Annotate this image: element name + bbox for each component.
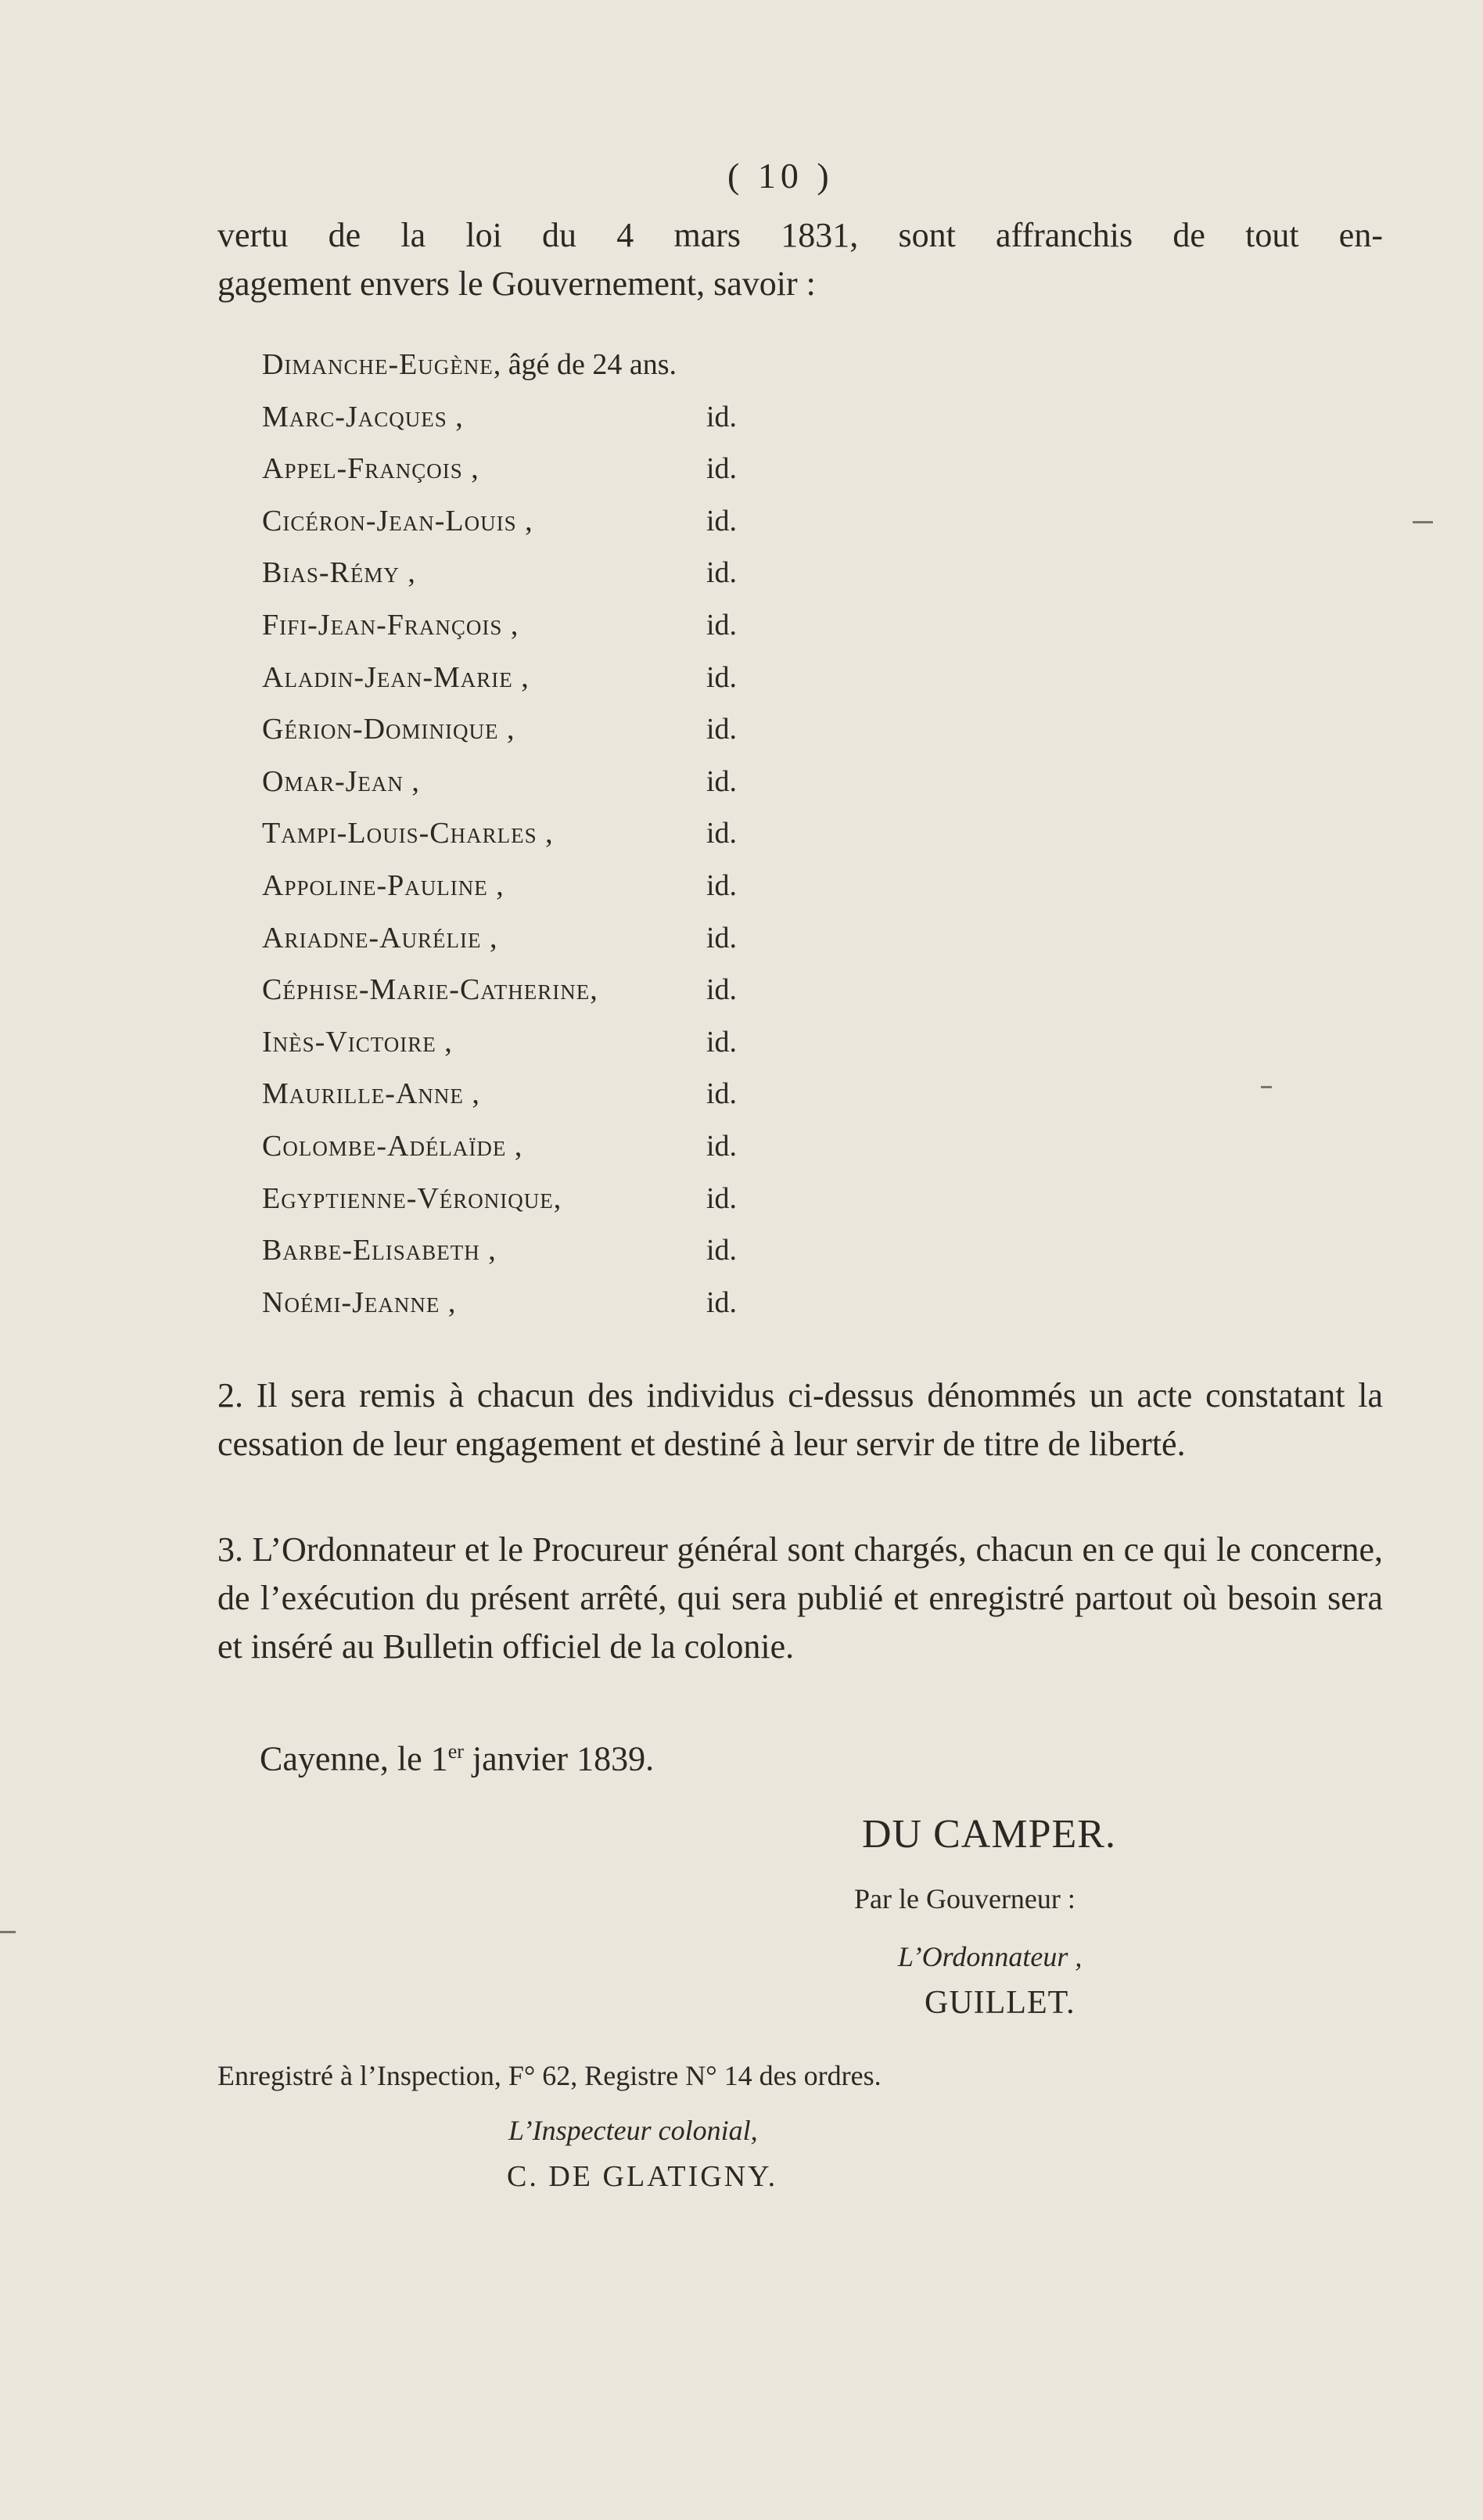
person-name: Maurille-Anne , — [262, 1077, 480, 1111]
person-status: id. — [706, 556, 738, 590]
person-status: id. — [706, 1129, 738, 1163]
date-line — [260, 1727, 964, 1784]
date-superscript: er — [447, 1740, 464, 1763]
person-status: id. — [706, 868, 738, 902]
person-status: id. — [706, 452, 738, 486]
person-status: id. — [706, 973, 738, 1007]
person-name: Omar-Jean , — [262, 764, 420, 798]
person-status: id. — [706, 1077, 738, 1111]
list-item — [262, 1178, 966, 1231]
list-item — [262, 865, 966, 918]
person-status: id. — [706, 1025, 738, 1059]
person-status: id. — [706, 921, 738, 954]
article-2: 2. Il sera remis à chacun des individus ci-dessus dénommés un acte constatant la cessation de leur engagement et destiné à leur servir de titre de liberté. — [217, 1376, 1383, 1463]
page-number: ( 10 ) — [727, 156, 834, 196]
article-3: 3. L’Ordonnateur et le Procureur général sont chargés, chacun en ce qui le concerne, de l’exécution du présent arrêté, qui sera publié et enregistré partout où besoin sera et inséré au Bulletin officiel de la colonie. — [217, 1530, 1383, 1666]
person-name: Egyptienne-Véronique, — [262, 1181, 562, 1215]
person-name: Cicéron-Jean-Louis , — [262, 504, 533, 537]
person-status: id. — [706, 764, 738, 798]
intro-paragraph — [217, 211, 1383, 308]
list-item — [262, 448, 966, 501]
person-name: Appel-François , — [262, 452, 479, 486]
person-name: Appoline-Pauline , — [262, 868, 505, 902]
person-status: id. — [706, 660, 738, 694]
person-name: Gérion-Dominique , — [262, 713, 515, 746]
intro-line-2: gagement envers le Gouvernement, savoir : — [217, 264, 816, 303]
list-item — [262, 918, 966, 970]
margin-mark — [1261, 1086, 1272, 1088]
list-item — [262, 1126, 966, 1178]
date-place: Cayenne, le — [260, 1739, 422, 1778]
by-governor-line: Par le Gouverneur : — [854, 1883, 1075, 1914]
ordonnateur-title: L’Ordonnateur , — [898, 1941, 1083, 1972]
person-status: id. — [706, 817, 738, 850]
date-day: 1 — [430, 1739, 448, 1778]
list-item — [262, 552, 966, 605]
list-item — [262, 1022, 966, 1074]
list-item — [262, 813, 966, 865]
list-item — [262, 1073, 966, 1126]
person-name: Marc-Jacques , — [262, 400, 464, 433]
inspector-name: C. DE GLATIGNY. — [507, 2160, 778, 2193]
person-name: Aladin-Jean-Marie , — [262, 660, 530, 694]
margin-mark — [1413, 521, 1433, 523]
person-name: Bias-Rémy , — [262, 556, 416, 590]
list-item — [262, 761, 966, 814]
person-name: Ariadne-Aurélie , — [262, 921, 498, 954]
person-status: id. — [706, 608, 738, 642]
person-status: id. — [706, 400, 738, 433]
date-rest: janvier 1839. — [472, 1739, 655, 1778]
person-name: Dimanche-Eugène — [262, 348, 494, 381]
list-item — [262, 1230, 966, 1282]
person-name: Céphise-Marie-Catherine, — [262, 973, 598, 1007]
freed-persons-list — [262, 344, 966, 1334]
margin-mark — [0, 1931, 16, 1933]
list-item — [262, 344, 966, 397]
person-status: id. — [706, 713, 738, 746]
person-name: Noémi-Jeanne , — [262, 1285, 457, 1319]
list-item — [262, 657, 966, 710]
ordonnateur-name: GUILLET. — [925, 1985, 1075, 2021]
governor-signature: DU CAMPER. — [862, 1812, 1116, 1857]
person-status: id. — [706, 1285, 738, 1319]
inspector-title: L’Inspecteur colonial, — [508, 2115, 758, 2146]
list-item — [262, 605, 966, 657]
list-item — [262, 709, 966, 761]
person-age: , âgé de 24 ans. — [493, 348, 677, 381]
list-item — [262, 501, 966, 553]
person-status: id. — [706, 1234, 738, 1267]
list-item — [262, 969, 966, 1022]
person-status: id. — [706, 1181, 738, 1215]
person-name: Tampi-Louis-Charles , — [262, 817, 554, 850]
person-name: Inès-Victoire , — [262, 1025, 453, 1059]
person-name: Fifi-Jean-François , — [262, 608, 519, 642]
intro-line-1: vertu de la loi du 4 mars 1831, sont affranchis de tout en- — [217, 216, 1383, 254]
person-name: Barbe-Elisabeth , — [262, 1234, 497, 1267]
registration-line: Enregistré à l’Inspection, F° 62, Registre N° 14 des ordres. — [217, 2060, 882, 2091]
list-item — [262, 397, 966, 449]
person-status: id. — [706, 504, 738, 537]
person-name: Colombe-Adélaïde , — [262, 1129, 523, 1163]
list-item — [262, 1282, 966, 1335]
